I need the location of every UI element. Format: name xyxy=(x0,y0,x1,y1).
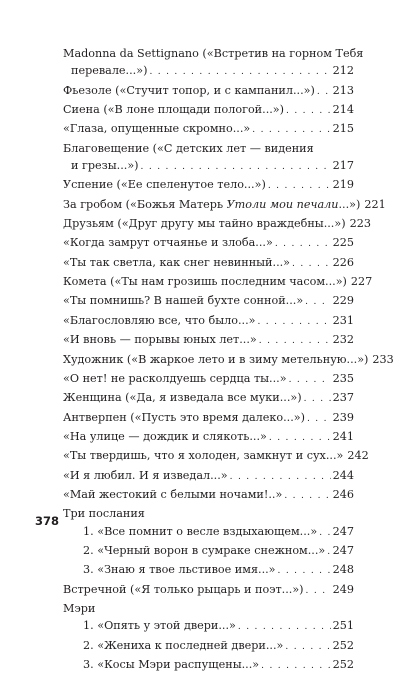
toc-entry xyxy=(63,351,394,370)
toc-entry xyxy=(63,467,354,486)
toc-title: Комета («Ты нам грозишь последним часом...») xyxy=(63,275,347,289)
toc-page: 235 xyxy=(332,371,354,385)
toc-entry xyxy=(63,561,354,580)
toc-entry xyxy=(63,273,373,292)
toc-title: За гробом («Божья Матерь Утоли мои печали...») xyxy=(63,197,361,211)
toc-entry xyxy=(63,82,354,101)
toc-entry xyxy=(63,581,354,600)
toc-entry xyxy=(63,389,354,408)
dot-leader xyxy=(261,658,331,675)
toc-page: 217 xyxy=(332,159,354,173)
toc-title: 1. «Все помнит о весле вздыхающем...» xyxy=(83,524,318,538)
toc-entry xyxy=(63,428,354,447)
toc-entry xyxy=(63,656,354,675)
toc-page: 244 xyxy=(332,468,354,482)
dot-leader xyxy=(278,563,331,580)
dot-leader xyxy=(306,583,331,600)
toc-entry xyxy=(63,409,354,428)
dot-leader xyxy=(259,333,331,350)
dot-leader xyxy=(257,314,330,331)
toc-entry xyxy=(63,312,354,331)
toc-entry xyxy=(63,234,354,253)
table-of-contents xyxy=(63,45,394,675)
toc-entry xyxy=(63,62,354,81)
toc-title: Фьезоле («Стучит топор, и с кампанил...») xyxy=(63,83,315,97)
toc-entry xyxy=(63,196,386,215)
dot-leader xyxy=(238,619,331,636)
toc-page: 212 xyxy=(332,64,354,78)
dot-leader xyxy=(269,430,331,447)
toc-page: 252 xyxy=(332,638,354,652)
toc-section-heading: Три послания xyxy=(63,507,145,521)
toc-page: 223 xyxy=(349,217,371,231)
toc-page: 247 xyxy=(332,524,354,538)
toc-title: «И вновь — порывы юных лет...» xyxy=(63,333,257,347)
toc-page: 229 xyxy=(332,294,354,308)
toc-page: 219 xyxy=(332,178,354,192)
toc-title: Сиена («В лоне площади пологой...») xyxy=(63,103,285,117)
toc-title: «Благословляю все, что было...» xyxy=(63,313,256,327)
toc-title: Художник («В жаркое лето и в зиму метельную...») xyxy=(63,352,369,366)
dot-leader xyxy=(141,159,331,176)
dot-leader xyxy=(284,488,330,505)
toc-title: «Глаза, опущенные скромно...» xyxy=(63,122,251,136)
toc-entry xyxy=(63,523,354,542)
toc-page: 215 xyxy=(332,122,354,136)
toc-page: 247 xyxy=(332,543,354,557)
dot-leader xyxy=(304,391,331,408)
dot-leader xyxy=(285,639,330,656)
toc-page: 248 xyxy=(332,563,354,577)
dot-leader xyxy=(230,469,331,486)
toc-page: 231 xyxy=(332,313,354,327)
toc-title: Успение («Ее спеленутое тело...») xyxy=(63,178,266,192)
toc-title: «Май жестокий с белыми ночами!..» xyxy=(63,487,283,501)
toc-page: 233 xyxy=(372,352,394,366)
toc-title: «О нет! не расколдуешь сердца ты...» xyxy=(63,371,287,385)
toc-page: 225 xyxy=(332,236,354,250)
toc-entry xyxy=(63,447,369,466)
toc-page: 226 xyxy=(332,255,354,269)
toc-entry xyxy=(63,486,354,505)
toc-title: Встречной («Я только рыцарь и поэт...») xyxy=(63,582,304,596)
toc-title: «Когда замрут отчаянье и злоба...» xyxy=(63,236,273,250)
toc-title: и грезы...») xyxy=(71,159,139,173)
toc-title: 3. «Знаю я твое льстивое имя...» xyxy=(83,563,276,577)
toc-page: 251 xyxy=(332,619,354,633)
toc-title: «На улице — дождик и слякоть...» xyxy=(63,429,267,443)
toc-entry-line1: Madonna da Settignano («Встретив на горном Тебя xyxy=(63,47,364,60)
dot-leader xyxy=(327,544,330,561)
toc-title: 1. «Опять у этой двери...» xyxy=(83,619,236,633)
dot-leader xyxy=(275,236,331,253)
toc-page: 239 xyxy=(332,410,354,424)
toc-entry xyxy=(63,101,354,120)
dot-leader xyxy=(305,294,330,311)
toc-entry xyxy=(63,254,354,273)
toc-title: «Ты твердишь, что я холоден, замкнут и сух...» xyxy=(63,449,344,463)
toc-page: 252 xyxy=(332,658,354,671)
dot-leader xyxy=(317,84,331,101)
toc-entry xyxy=(63,157,354,176)
toc-entry xyxy=(63,617,354,636)
page-number: 378 xyxy=(35,514,60,528)
toc-entry xyxy=(63,542,354,561)
toc-page: 214 xyxy=(332,103,354,117)
toc-entry xyxy=(63,637,354,656)
dot-leader xyxy=(286,103,331,120)
dot-leader xyxy=(252,122,330,139)
toc-title: «Ты помнишь? В нашей бухте сонной...» xyxy=(63,294,304,308)
toc-title: 2. «Жениха к последней двери...» xyxy=(83,638,284,652)
toc-title: Друзьям («Друг другу мы тайно враждебны...») xyxy=(63,217,346,231)
toc-entry-line1: Благовещение («С детских лет — видения xyxy=(63,141,314,155)
toc-entry xyxy=(63,331,354,350)
toc-entry xyxy=(63,370,354,389)
toc-title: «Ты так светла, как снег невинный...» xyxy=(63,255,291,269)
toc-page: 241 xyxy=(332,429,354,443)
toc-title: 3. «Косы Мэри распущены...» xyxy=(83,658,260,671)
toc-title: 2. «Черный ворон в сумраке снежном...» xyxy=(83,543,326,557)
toc-page: 221 xyxy=(364,197,386,211)
toc-page: 213 xyxy=(332,83,354,97)
toc-page: 249 xyxy=(332,582,354,596)
dot-leader xyxy=(319,525,330,542)
toc-page: 227 xyxy=(350,275,373,289)
toc-entry xyxy=(63,215,371,234)
toc-title: перевале...») xyxy=(71,64,148,78)
toc-title: Женщина («Да, я изведала все муки...») xyxy=(63,391,302,405)
toc-page: 237 xyxy=(332,391,354,405)
toc-title: «И я любил. И я изведал...» xyxy=(63,468,228,482)
toc-entry xyxy=(63,176,354,195)
toc-page: 232 xyxy=(332,333,354,347)
dot-leader xyxy=(307,411,331,428)
toc-page: 242 xyxy=(347,449,369,463)
dot-leader xyxy=(149,64,330,81)
toc-section-heading: Мэри xyxy=(63,601,96,615)
toc-page: 246 xyxy=(332,487,354,501)
dot-leader xyxy=(289,372,331,389)
dot-leader xyxy=(268,178,331,195)
toc-entry xyxy=(63,292,354,311)
dot-leader xyxy=(292,256,331,273)
toc-entry xyxy=(63,120,354,139)
toc-title: Антверпен («Пусть это время далеко...») xyxy=(63,410,305,424)
